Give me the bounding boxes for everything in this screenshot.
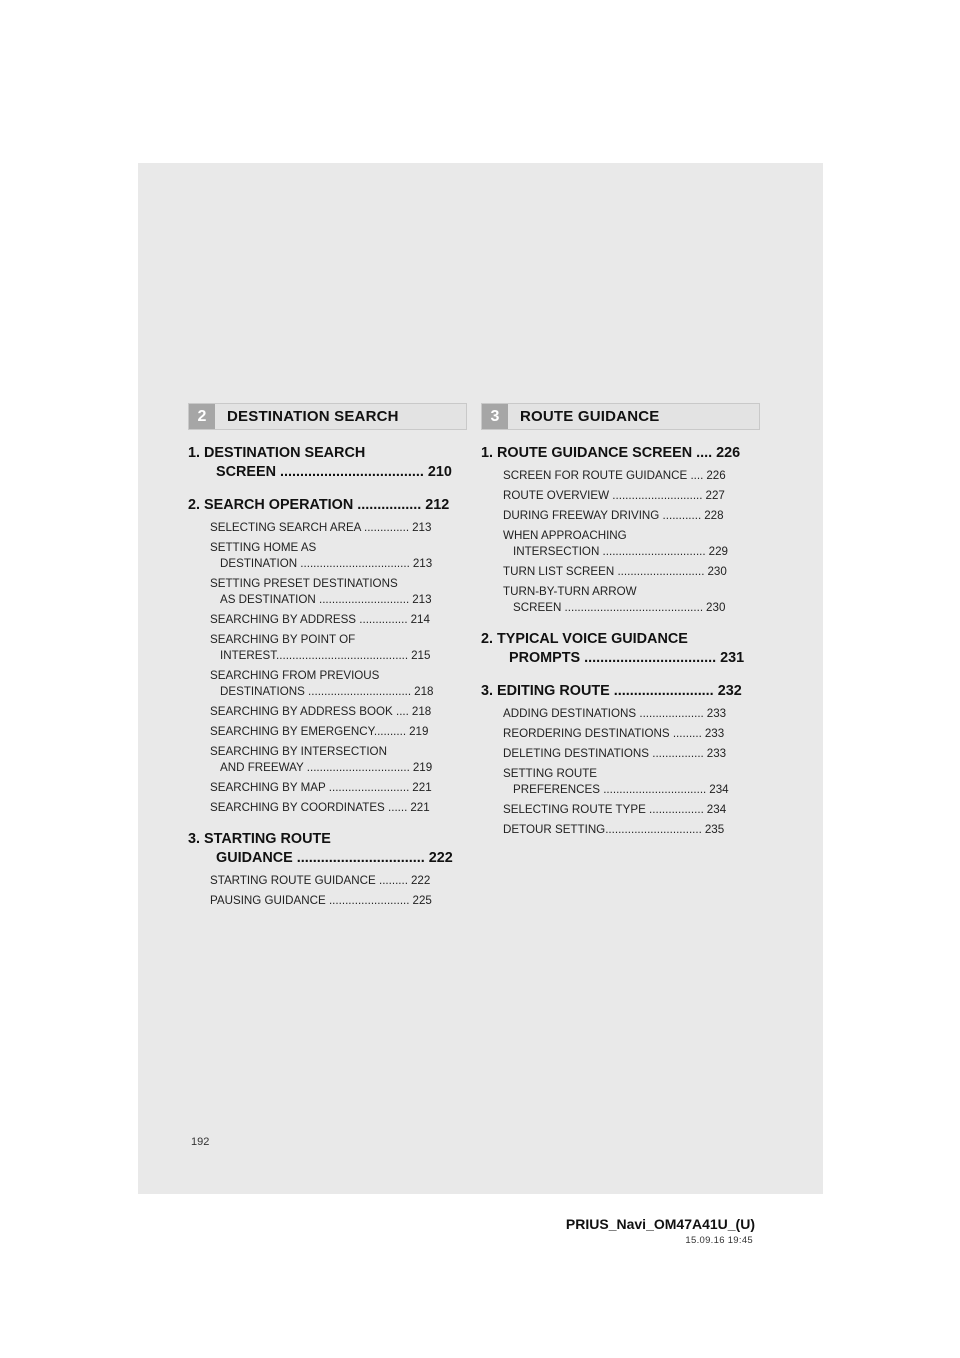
toc-page-number: 221 <box>410 801 430 814</box>
section-title: ROUTE GUIDANCE <box>520 408 660 425</box>
toc-subentry[interactable] <box>182 520 467 536</box>
toc-chapter-entry[interactable] <box>477 630 760 668</box>
toc-subentry[interactable] <box>182 893 467 909</box>
toc-subentry[interactable] <box>182 800 467 816</box>
toc-entry-text: WHEN APPROACHING INTERSECTION ................................ <box>503 529 706 558</box>
toc-entry-text: 3. STARTING ROUTE GUIDANCE ................................ <box>188 831 425 866</box>
toc-page-number: 210 <box>427 464 452 480</box>
toc-page-number: 234 <box>709 783 729 796</box>
toc-page-number: 218 <box>411 705 432 718</box>
toc-page-number: 222 <box>428 850 453 866</box>
page-number: 192 <box>191 1136 210 1148</box>
toc-subentry[interactable] <box>475 584 760 616</box>
toc-subentry[interactable] <box>475 508 760 524</box>
toc-entry-text: 1. ROUTE GUIDANCE SCREEN .... <box>481 445 713 461</box>
toc-page-number: 233 <box>706 707 727 720</box>
toc-page-number: 228 <box>704 509 724 522</box>
toc-subentry[interactable] <box>182 612 467 628</box>
toc-page-number: 233 <box>704 727 725 740</box>
toc-chapter-entry[interactable] <box>184 496 467 515</box>
toc-entry-text: SCREEN FOR ROUTE GUIDANCE .... <box>503 469 704 482</box>
toc-page-number: 233 <box>706 747 727 760</box>
toc-subentry[interactable] <box>475 822 760 838</box>
toc-entry-text: ROUTE OVERVIEW ............................ <box>503 489 703 502</box>
toc-chapter-entry[interactable] <box>184 444 467 482</box>
toc-entry-text: SEARCHING FROM PREVIOUS DESTINATIONS ................................ <box>210 669 412 698</box>
toc-entry-text: ADDING DESTINATIONS .................... <box>503 707 704 720</box>
toc-page-number: 225 <box>412 894 432 907</box>
toc-subentry[interactable] <box>475 726 760 742</box>
toc-subentry[interactable] <box>475 802 760 818</box>
toc-entry-text: SEARCHING BY ADDRESS ............... <box>210 613 408 626</box>
toc-subentry[interactable] <box>182 873 467 889</box>
toc-entry-text: 3. EDITING ROUTE ......................... <box>481 683 714 699</box>
toc-subentry[interactable] <box>182 540 467 572</box>
toc-page-number: 213 <box>412 557 433 570</box>
toc-entry-text: SEARCHING BY EMERGENCY.......... <box>210 725 407 738</box>
toc-entry-text: 2. TYPICAL VOICE GUIDANCE PROMPTS ................................. <box>481 631 717 666</box>
toc-entry-text: SETTING HOME AS DESTINATION .................................. <box>210 541 410 570</box>
toc-entry-text: DELETING DESTINATIONS ................ <box>503 747 704 760</box>
toc-entry-text: REORDERING DESTINATIONS ......... <box>503 727 702 740</box>
toc-entry-text: SEARCHING BY INTERSECTION AND FREEWAY ................................ <box>210 745 410 774</box>
toc-page-number: 232 <box>717 683 742 699</box>
toc-page-number: 219 <box>409 725 429 738</box>
toc-entry-text: TURN-BY-TURN ARROW SCREEN ........................................... <box>503 585 704 614</box>
toc-subentry[interactable] <box>182 576 467 608</box>
toc-entry-text: SEARCHING BY POINT OF INTEREST......................................... <box>210 633 409 662</box>
toc-page-number: 221 <box>412 781 432 794</box>
toc-entry-text: TURN LIST SCREEN ........................... <box>503 565 705 578</box>
toc-page-number: 231 <box>720 650 745 666</box>
toc-page-number: 213 <box>412 521 432 534</box>
toc-page-number: 234 <box>706 803 727 816</box>
toc-subentry[interactable] <box>182 780 467 796</box>
toc-subentry[interactable] <box>182 724 467 740</box>
toc-subentry[interactable] <box>475 528 760 560</box>
toc-page-number: 227 <box>705 489 725 502</box>
section-number-badge: 3 <box>482 404 508 429</box>
toc-subentry[interactable] <box>475 706 760 722</box>
toc-page-number: 218 <box>414 685 434 698</box>
toc-entry-text: DURING FREEWAY DRIVING ............ <box>503 509 702 522</box>
toc-subentry[interactable] <box>182 704 467 720</box>
document-id: PRIUS_Navi_OM47A41U_(U) <box>565 1216 755 1232</box>
toc-entry-text: SETTING PRESET DESTINATIONS AS DESTINATION ............................ <box>210 577 410 606</box>
toc-subentry[interactable] <box>182 744 467 776</box>
toc-subentry[interactable] <box>475 468 760 484</box>
toc-entry-text: 2. SEARCH OPERATION ................ <box>188 497 422 513</box>
section-title: DESTINATION SEARCH <box>227 408 399 425</box>
toc-entry-text: 1. DESTINATION SEARCH SCREEN .................................... <box>188 445 424 480</box>
toc-chapter-entry[interactable] <box>184 830 467 868</box>
toc-entry-text: SELECTING SEARCH AREA .............. <box>210 521 410 534</box>
toc-entry-text: PAUSING GUIDANCE ......................... <box>210 894 410 907</box>
toc-column-route-guidance <box>481 444 760 840</box>
toc-page-number: 235 <box>704 823 725 836</box>
toc-subentry[interactable] <box>475 564 760 580</box>
toc-column-destination-search <box>188 444 467 911</box>
toc-page-number: 222 <box>410 874 431 887</box>
toc-page-number: 214 <box>410 613 430 626</box>
section-number-badge: 2 <box>189 404 215 429</box>
toc-page-number: 226 <box>716 445 741 461</box>
toc-subentry[interactable] <box>475 766 760 798</box>
toc-page-number: 212 <box>425 497 450 513</box>
toc-subentry[interactable] <box>475 488 760 504</box>
toc-entry-text: SELECTING ROUTE TYPE ................. <box>503 803 704 816</box>
toc-entry-text: STARTING ROUTE GUIDANCE ......... <box>210 874 408 887</box>
toc-entry-text: SETTING ROUTE PREFERENCES ................................ <box>503 767 707 796</box>
toc-subentry[interactable] <box>182 668 467 700</box>
section-header-destination-search <box>188 403 467 430</box>
toc-page-number: 215 <box>411 649 431 662</box>
toc-entry-text: SEARCHING BY ADDRESS BOOK .... <box>210 705 409 718</box>
section-header-route-guidance <box>481 403 760 430</box>
toc-chapter-entry[interactable] <box>477 682 760 701</box>
toc-page-number: 229 <box>708 545 728 558</box>
toc-subentry[interactable] <box>182 632 467 664</box>
toc-page-number: 219 <box>412 761 433 774</box>
toc-entry-text: DETOUR SETTING.............................. <box>503 823 702 836</box>
toc-subentry[interactable] <box>475 746 760 762</box>
toc-chapter-entry[interactable] <box>477 444 760 463</box>
toc-page-number: 213 <box>412 593 432 606</box>
toc-page-number: 230 <box>707 565 727 578</box>
document-timestamp: 15.09.16 19:45 <box>685 1235 753 1246</box>
toc-page-number: 226 <box>706 469 726 482</box>
toc-page-number: 230 <box>706 601 726 614</box>
toc-entry-text: SEARCHING BY MAP ......................... <box>210 781 410 794</box>
toc-entry-text: SEARCHING BY COORDINATES ...... <box>210 801 408 814</box>
